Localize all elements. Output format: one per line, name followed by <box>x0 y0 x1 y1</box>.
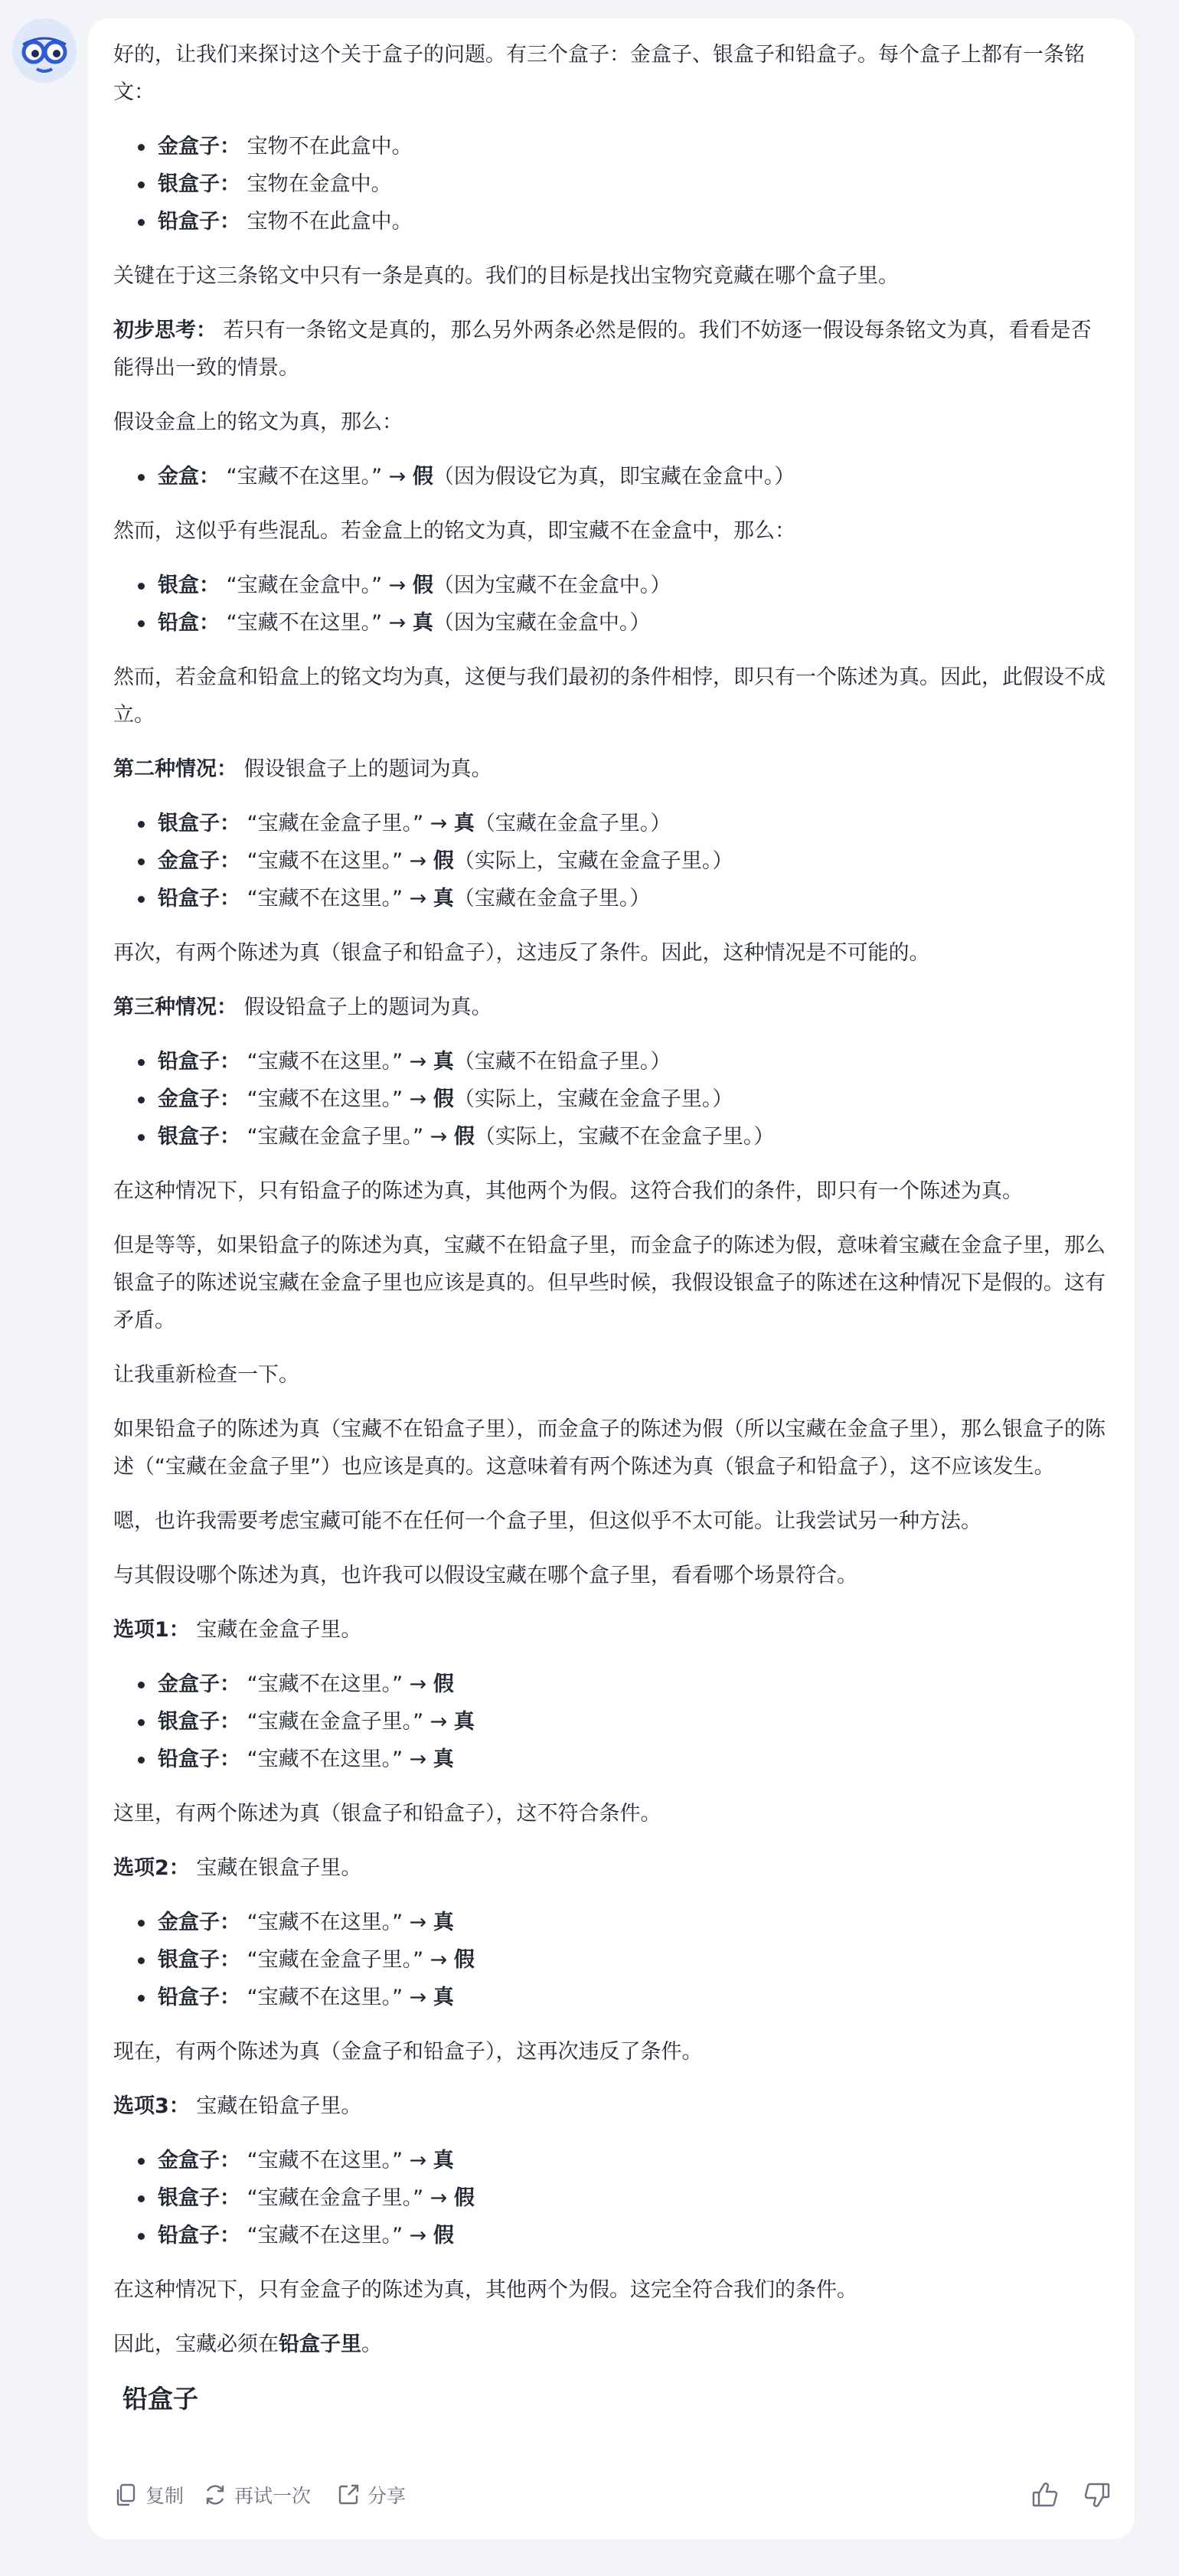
list-item: 金盒子： “宝藏不在这里。” → 真 <box>132 2142 1109 2179</box>
list-item: 铅盒子： “宝藏不在这里。” → 假 <box>132 2217 1109 2254</box>
list-item: 铅盒子： “宝藏不在这里。” → 真（宝藏在金盒子里。） <box>132 880 1109 917</box>
hmm-paragraph: 嗯，也许我需要考虑宝藏可能不在任何一个盒子里，但这似乎不太可能。让我尝试另一种方法。 <box>113 1509 981 1533</box>
case2-heading: 第二种情况： 假设银盒子上的题词为真。 <box>113 757 492 781</box>
list-item: 银盒子： “宝藏在金盒子里。” → 真 <box>132 1703 1109 1741</box>
option2-result: 现在，有两个陈述为真（金盒子和铅盒子），这再次违反了条件。 <box>113 2040 703 2064</box>
list-item: 银盒子： “宝藏在金盒子里。” → 假 <box>132 2179 1109 2217</box>
option1-heading: 选项1： 宝藏在金盒子里。 <box>113 1618 362 1642</box>
recheck-paragraph: 让我重新检查一下。 <box>113 1363 299 1387</box>
list-item: 铅盒子： “宝藏不在这里。” → 真 <box>132 1979 1109 2016</box>
list-item: 金盒子： “宝藏不在这里。” → 真 <box>132 1904 1109 1941</box>
option1-list <box>113 1666 1109 1778</box>
confused-paragraph: 然而，这似乎有些混乱。若金盒上的铭文为真，即宝藏不在金盒中，那么： <box>113 519 795 543</box>
list-item: 金盒子： “宝藏不在这里。” → 假（实际上，宝藏在金盒子里。） <box>132 842 1109 880</box>
retry-button[interactable] <box>202 2476 311 2513</box>
message-content <box>113 36 1109 2418</box>
list-item: 铅盒子： “宝藏不在这里。” → 真 <box>132 1741 1109 1778</box>
share-button[interactable] <box>335 2476 406 2513</box>
assistant-message-card <box>88 18 1135 2539</box>
option2-list <box>113 1904 1109 2016</box>
option3-result: 在这种情况下，只有金盒子的陈述为真，其他两个为假。这完全符合我们的条件。 <box>113 2278 857 2302</box>
list-item: 铅盒子： “宝藏不在这里。” → 真（宝藏不在铅盒子里。） <box>132 1043 1109 1080</box>
refresh-icon <box>202 2482 228 2508</box>
dislike-button[interactable] <box>1079 2478 1113 2512</box>
list-item: 银盒子： “宝藏在金盒子里。” → 真（宝藏在金盒子里。） <box>132 805 1109 842</box>
initial-thought-paragraph: 初步思考： 若只有一条铭文是真的，那么另外两条必然是假的。我们不妨逐一假设每条铭文为真，看看是否能得出一致的情景。 <box>113 319 1092 380</box>
retry-label: 再试一次 <box>234 2485 312 2507</box>
share-icon <box>335 2482 361 2508</box>
case3-heading: 第三种情况： 假设铅盒子上的题词为真。 <box>113 995 492 1019</box>
list-item: 铅盒： “宝藏不在这里。” → 真（因为宝藏在金盒中。） <box>132 604 1109 642</box>
option3-list <box>113 2142 1109 2254</box>
contradiction-paragraph: 然而，若金盒和铅盒上的铭文均为真，这便与我们最初的条件相悖，即只有一个陈述为真。因此，此假设不成立。 <box>113 665 1106 727</box>
thumbs-down-icon <box>1079 2478 1113 2512</box>
wait-paragraph: 但是等等，如果铅盒子的陈述为真，宝藏不在铅盒子里，而金盒子的陈述为假，意味着宝藏在金盒子里，那么银盒子的陈述说宝藏在金盒子里也应该是真的。但早些时候，我假设银盒子的陈述在这种情况下是假的。这有矛盾。 <box>113 1234 1106 1332</box>
case3-list <box>113 1043 1109 1156</box>
gold-assume-paragraph: 假设金盒上的铭文为真，那么： <box>113 410 403 434</box>
list-item: 金盒： “宝藏不在这里。” → 假（因为假设它为真，即宝藏在金盒中。） <box>132 458 1109 495</box>
key-paragraph: 关键在于这三条铭文中只有一条是真的。我们的目标是找出宝物究竟藏在哪个盒子里。 <box>113 264 899 288</box>
approach-paragraph: 与其假设哪个陈述为真，也许我可以假设宝藏在哪个盒子里，看看哪个场景符合。 <box>113 1564 857 1587</box>
intro-paragraph: 好的，让我们来探讨这个关于盒子的问题。有三个盒子：金盒子、银盒子和铅盒子。每个盒子上都有一条铭文： <box>113 43 1085 104</box>
final-answer: 铅盒子 <box>122 2384 198 2414</box>
list-item: 银盒子： “宝藏在金盒子里。” → 假 <box>132 1941 1109 1979</box>
conclusion-paragraph: 因此，宝藏必须在铅盒子里。 <box>113 2332 382 2356</box>
recheck-detail-paragraph: 如果铅盒子的陈述为真（宝藏不在铅盒子里），而金盒子的陈述为假（所以宝藏在金盒子里），那么银盒子的陈述（“宝藏在金盒子里”）也应该是真的。这意味着有两个陈述为真（银盒子和铅盒子），这不应该发生。 <box>113 1417 1106 1479</box>
list-item: 金盒子： “宝藏不在这里。” → 假 <box>132 1666 1109 1703</box>
glasses-bot-avatar-icon <box>12 18 77 83</box>
option3-heading: 选项3： 宝藏在铅盒子里。 <box>113 2094 362 2118</box>
copy-label: 复制 <box>145 2485 185 2507</box>
case3-result: 在这种情况下，只有铅盒子的陈述为真，其他两个为假。这符合我们的条件，即只有一个陈述为真。 <box>113 1179 1023 1203</box>
thumbs-up-icon <box>1029 2478 1063 2512</box>
list-item: 银盒子： “宝藏在金盒子里。” → 假（实际上，宝藏不在金盒子里。） <box>132 1118 1109 1156</box>
list-item: 金盒子： “宝藏不在这里。” → 假（实际上，宝藏在金盒子里。） <box>132 1080 1109 1118</box>
list-item: 银盒子： 宝物在金盒中。 <box>132 165 1109 203</box>
gold-list <box>113 458 1109 495</box>
confused-list <box>113 567 1109 642</box>
share-label: 分享 <box>367 2485 407 2507</box>
message-toolbar <box>113 2476 1109 2513</box>
list-item: 铅盒子： 宝物不在此盒中。 <box>132 203 1109 240</box>
like-button[interactable] <box>1029 2478 1063 2512</box>
case2-result: 再次，有两个陈述为真（银盒子和铅盒子），这违反了条件。因此，这种情况是不可能的。 <box>113 941 930 965</box>
option2-heading: 选项2： 宝藏在银盒子里。 <box>113 1856 362 1880</box>
list-item: 银盒： “宝藏在金盒中。” → 假（因为宝藏不在金盒中。） <box>132 567 1109 604</box>
case2-list <box>113 805 1109 917</box>
option1-result: 这里，有两个陈述为真（银盒子和铅盒子），这不符合条件。 <box>113 1802 661 1826</box>
assistant-avatar <box>12 18 77 83</box>
list-item: 金盒子： 宝物不在此盒中。 <box>132 128 1109 165</box>
inscriptions-list <box>113 128 1109 240</box>
copy-button[interactable] <box>113 2476 184 2513</box>
copy-icon <box>113 2482 139 2508</box>
